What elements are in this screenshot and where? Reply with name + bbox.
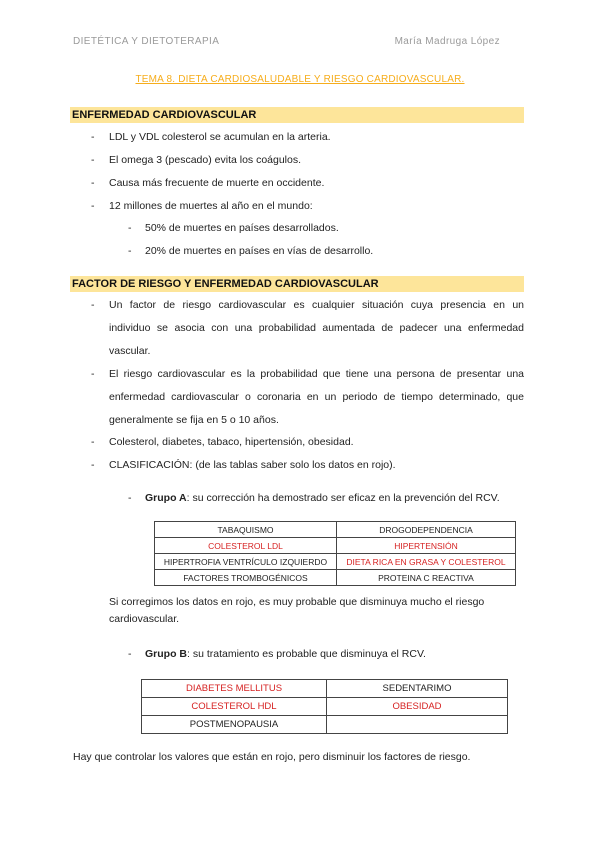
bullet-marker: - (91, 299, 95, 311)
bullet-marker: - (128, 245, 132, 257)
bullet-marker: - (128, 492, 132, 504)
group-a-text: : su corrección ha demostrado ser eficaz en la prevención del RCV. (186, 492, 500, 504)
bullet-marker: - (128, 222, 132, 234)
table-row (142, 716, 508, 734)
list-item: CLASIFICACIÓN: (de las tablas saber solo los datos en rojo). (109, 459, 396, 471)
bullet-marker: - (91, 200, 95, 212)
list-item: 12 millones de muertes al año en el mundo: (109, 200, 313, 212)
paragraph-line: El riesgo cardiovascular es la probabilidad que tiene una persona de presentar una (109, 368, 524, 380)
table-cell: PROTEINA C REACTIVA (337, 570, 516, 586)
bullet-marker: - (91, 436, 95, 448)
table-row (155, 554, 516, 570)
paragraph-line: enfermedad cardiovascular o coronaria en un periodo de tiempo determinado, que (109, 391, 524, 403)
note-line: cardiovascular. (109, 613, 180, 625)
document-title: TEMA 8. DIETA CARDIOSALUDABLE Y RIESGO CARDIOVASCULAR. (135, 74, 465, 85)
table-cell: DROGODEPENDENCIA (337, 522, 516, 538)
group-a-line (145, 492, 500, 505)
list-item: El omega 3 (pescado) evita los coágulos. (109, 154, 302, 166)
paragraph-line: generalmente se fija en 5 o 10 años. (109, 414, 279, 426)
paragraph-line: individuo se asocia con una probabilidad aumentada de padecer una enfermedad (109, 322, 524, 334)
paragraph-line: vascular. (109, 345, 151, 357)
bullet-marker: - (91, 131, 95, 143)
list-item: Colesterol, diabetes, tabaco, hipertensión, obesidad. (109, 436, 354, 448)
sub-list-item: 50% de muertes en países desarrollados. (145, 222, 339, 234)
section-heading-risk-factor: FACTOR DE RIESGO Y ENFERMEDAD CARDIOVASCULAR (70, 276, 524, 292)
table-row (155, 570, 516, 586)
header-course: DIETÉTICA Y DIETOTERAPIA (73, 36, 220, 47)
group-a-label: Grupo A (145, 492, 187, 504)
group-b-text: : su tratamiento es probable que disminuya el RCV. (187, 648, 426, 660)
table-cell: FACTORES TROMBOGÉNICOS (155, 570, 337, 586)
table-cell-red: HIPERTENSIÓN (337, 538, 516, 554)
table-cell: TABAQUISMO (155, 522, 337, 538)
sub-list-item: 20% de muertes en países en vías de desarrollo. (145, 245, 374, 257)
table-cell-red: COLESTEROL HDL (142, 698, 327, 716)
list-item: LDL y VDL colesterol se acumulan en la arteria. (109, 131, 331, 143)
list-item: Causa más frecuente de muerte en occidente. (109, 177, 325, 189)
table-row (155, 522, 516, 538)
table-cell: HIPERTROFIA VENTRÍCULO IZQUIERDO (155, 554, 337, 570)
group-b-label: Grupo B (145, 648, 187, 660)
bullet-marker: - (91, 177, 95, 189)
table-cell-red: COLESTEROL LDL (155, 538, 337, 554)
table-row (142, 680, 508, 698)
header-author: María Madruga López (394, 36, 500, 47)
table-cell: SEDENTARIMO (327, 680, 508, 698)
paragraph-line: Un factor de riesgo cardiovascular es cualquier situación cuya presencia en un (109, 299, 524, 311)
group-a-table (154, 521, 516, 586)
table-row (155, 538, 516, 554)
group-b-line (145, 648, 426, 661)
table-cell-red: DIABETES MELLITUS (142, 680, 327, 698)
bullet-marker: - (91, 368, 95, 380)
note-line: Si corregimos los datos en rojo, es muy probable que disminuya mucho el riesgo (109, 596, 485, 608)
bullet-marker: - (91, 154, 95, 166)
group-b-table (141, 679, 508, 734)
closing-paragraph: Hay que controlar los valores que están en rojo, pero disminuir los factores de riesgo. (73, 751, 471, 763)
table-cell (327, 716, 508, 734)
table-row (142, 698, 508, 716)
table-cell: POSTMENOPAUSIA (142, 716, 327, 734)
table-cell-red: OBESIDAD (327, 698, 508, 716)
bullet-marker: - (128, 648, 132, 660)
bullet-marker: - (91, 459, 95, 471)
section-heading-cardiovascular-disease: ENFERMEDAD CARDIOVASCULAR (70, 107, 524, 123)
table-cell-red: DIETA RICA EN GRASA Y COLESTEROL (337, 554, 516, 570)
